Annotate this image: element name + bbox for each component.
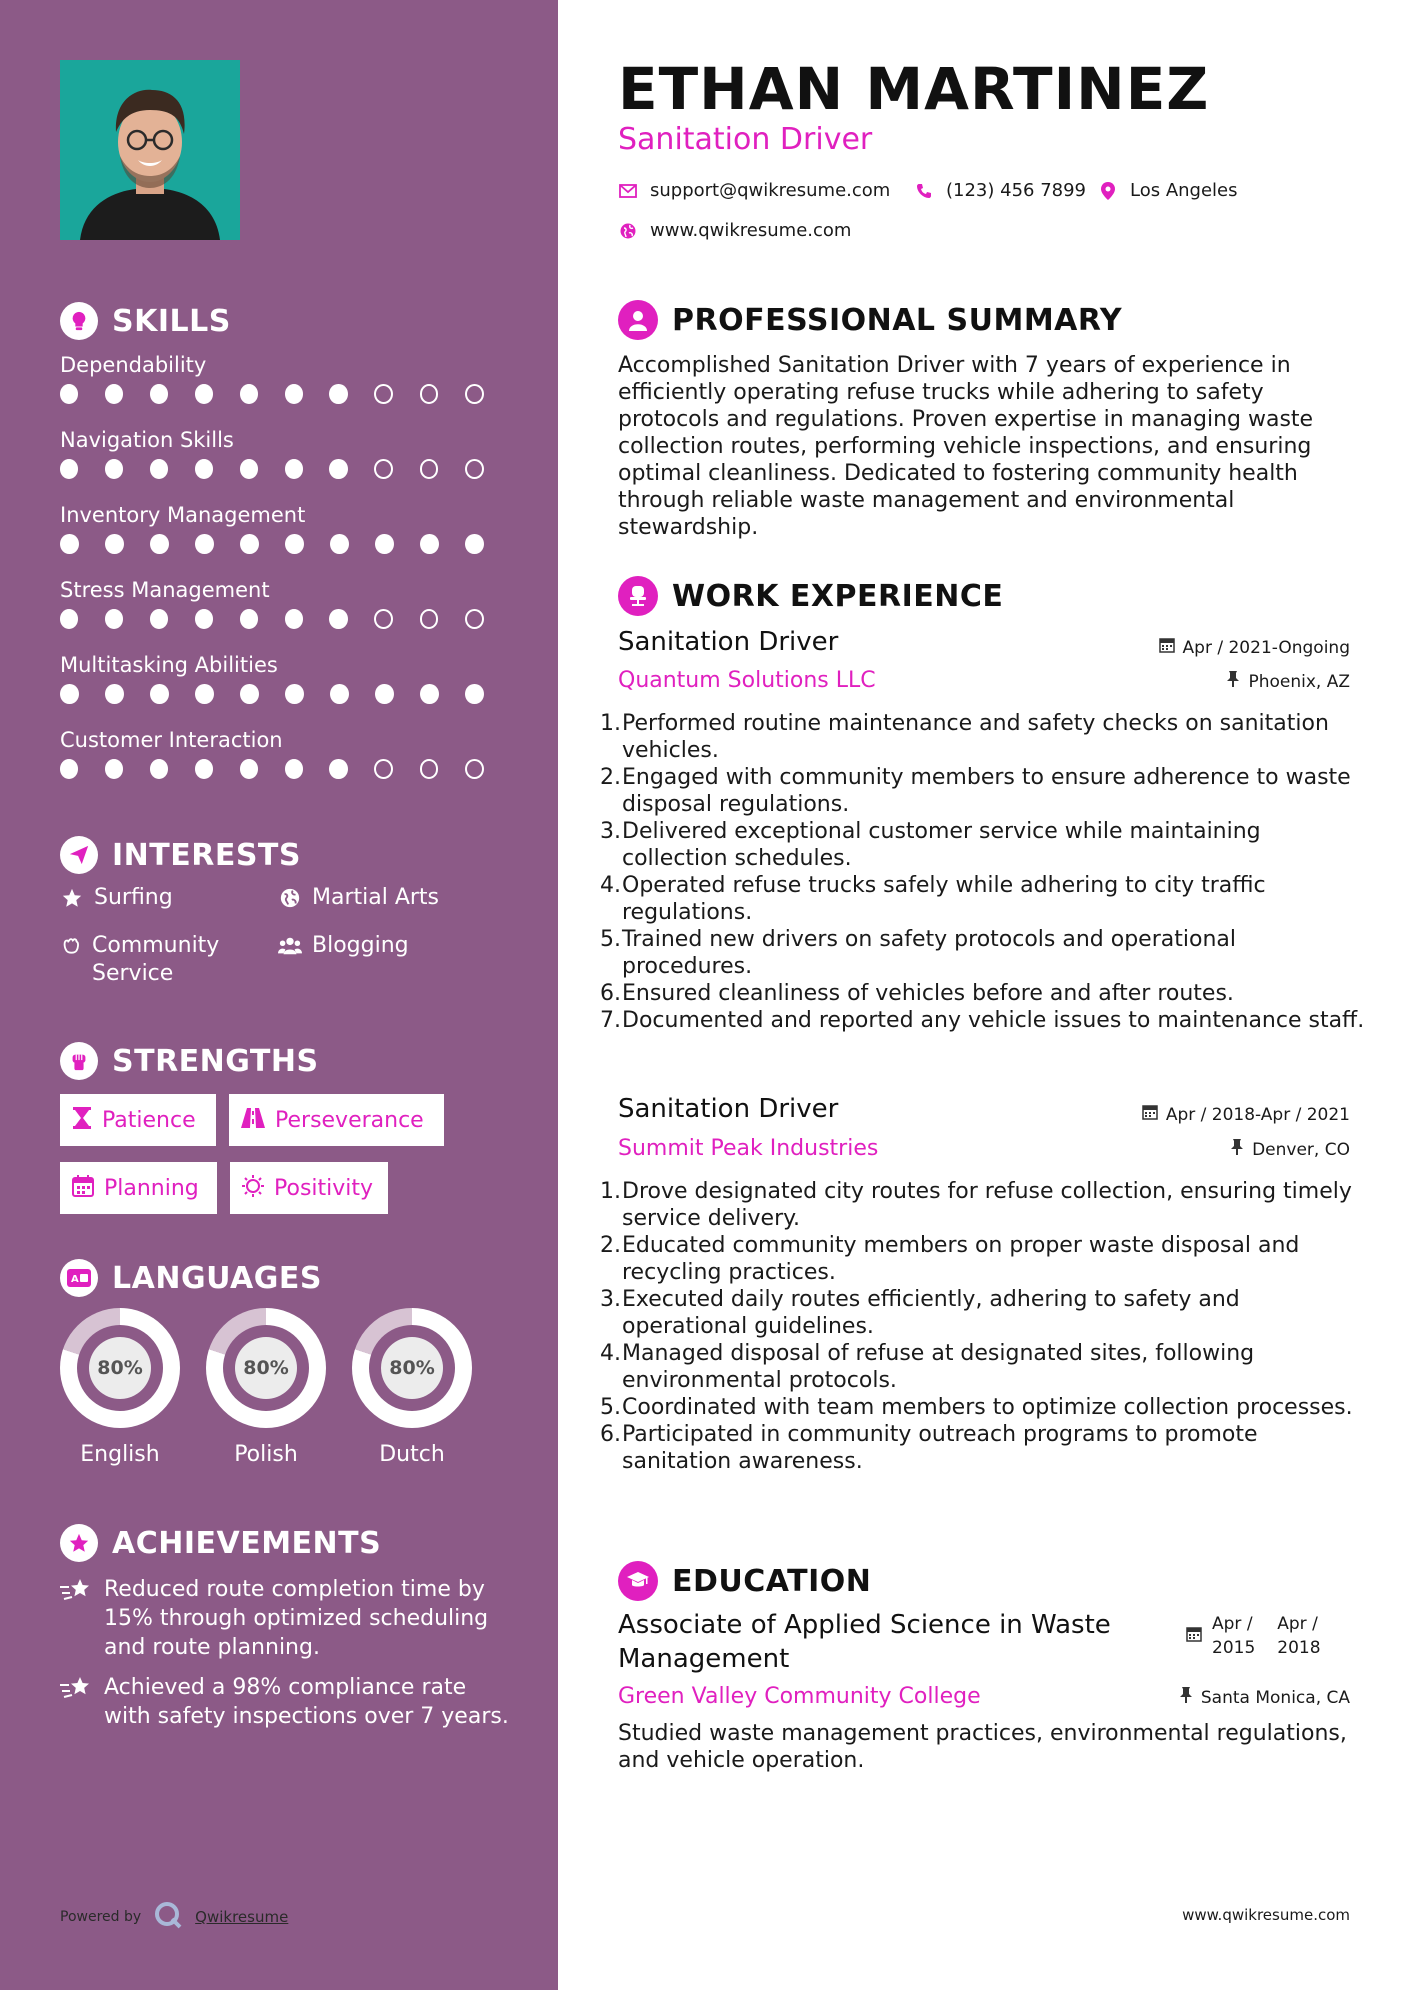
skill-dot-filled (465, 684, 484, 704)
skill-dot-filled (60, 609, 78, 629)
skill-dot-filled (195, 759, 213, 779)
job-bullet: 6. Participated in community outreach programs to promote sanitation awareness. (600, 1422, 1258, 1474)
contact-email[interactable]: support@qwikresume.com (618, 180, 890, 201)
skill-name: Customer Interaction (60, 728, 283, 752)
language-progress-ring (60, 1308, 180, 1428)
education-title: EDUCATION (672, 1563, 872, 1599)
skill-dot-filled (105, 384, 123, 404)
skill-dot-filled (150, 534, 169, 554)
sun-icon (242, 1175, 264, 1201)
achievement-item: Reduced route completion time by 15% through optimized scheduling and route planning. (60, 1575, 510, 1662)
skill-dot-filled (375, 534, 394, 554)
bullet-number: 1. (600, 1179, 621, 1204)
education-description: Studied waste management practices, environmental regulations, and vehicle operation. (618, 1721, 1347, 1773)
shooting-star-icon (60, 1575, 94, 1662)
skill-dot-filled (195, 609, 213, 629)
profile-photo (60, 60, 240, 240)
skill-rating (60, 459, 510, 479)
education-start-date: Apr / 2015 (1212, 1614, 1256, 1658)
summary-text: Accomplished Sanitation Driver with 7 years of experience in efficiently operating refuse trucks while adhering to safety protocols and regulations. Proven expertise in managing waste collection routes, performing vehicle inspections, and ensuring optimal cleanliness. Dedicated to fostering community health through reliable waste management and environmental stewardship. (618, 353, 1314, 540)
language-item (206, 1308, 326, 1467)
bullet-number: 5. (600, 1395, 621, 1420)
skill-dot-filled (240, 384, 258, 404)
job-bullet: 2. Educated community members on proper waste disposal and recycling practices. (600, 1233, 1300, 1285)
skill-dot-empty (420, 459, 439, 479)
skill-dot-filled (240, 534, 259, 554)
skill-dot-filled (465, 534, 484, 554)
qwikresume-link[interactable]: Qwikresume (195, 1908, 289, 1926)
experience-section-header (618, 576, 1003, 616)
degree-title: Associate of Applied Science in Waste Management (618, 1610, 1111, 1674)
job-bullet: 6. Ensured cleanliness of vehicles before and after routes. (600, 981, 1234, 1006)
fist-icon (60, 1042, 98, 1080)
skill-dot-filled (150, 609, 168, 629)
bullet-number: 3. (600, 819, 621, 844)
job-bullet: 7. Documented and reported any vehicle issues to maintenance staff. (600, 1008, 1365, 1033)
language-level: 80% (235, 1337, 297, 1399)
interest-item: Martial Arts (278, 884, 439, 912)
skill-name: Stress Management (60, 578, 270, 602)
skill-rating (60, 684, 510, 704)
road-icon (241, 1108, 265, 1132)
job-bullet: 4. Operated refuse trucks safely while adhering to city traffic regulations. (600, 873, 1266, 925)
skill-dot-empty (420, 384, 439, 404)
strengths-section-header (60, 1042, 319, 1080)
envelope-icon (618, 184, 638, 198)
strengths-title: STRENGTHS (112, 1043, 319, 1079)
skill-dot-empty (374, 609, 393, 629)
experience-title: WORK EXPERIENCE (672, 578, 1004, 614)
skill-dot-filled (240, 759, 258, 779)
language-item (60, 1308, 180, 1467)
sidebar (0, 0, 558, 1990)
bullet-number: 7. (600, 1008, 621, 1033)
bullet-number: 5. (600, 927, 621, 952)
language-name: English (80, 1442, 160, 1467)
language-progress-ring (206, 1308, 326, 1428)
footer-website-link[interactable]: www.qwikresume.com (1182, 1906, 1350, 1924)
pushpin-icon (1230, 1139, 1244, 1160)
skill-rating (60, 609, 510, 629)
bullet-number: 3. (600, 1287, 621, 1312)
job-bullet: 5. Trained new drivers on safety protocols and operational procedures. (600, 927, 1236, 979)
skill-dot-filled (60, 459, 78, 479)
office-chair-icon (618, 576, 658, 616)
education-end-date: Apr / 2018 (1277, 1614, 1321, 1658)
skill-dot-filled (105, 684, 124, 704)
job-title: Sanitation Driver (618, 1094, 839, 1124)
skill-dot-filled (285, 384, 303, 404)
skill-dot-filled (195, 384, 213, 404)
job-bullets (600, 1178, 1368, 1475)
language-name: Dutch (379, 1442, 445, 1467)
skill-dot-filled (240, 684, 259, 704)
skill-dot-filled (60, 684, 79, 704)
skill-dot-filled (150, 384, 168, 404)
job-bullet: 3. Executed daily routes efficiently, adhering to safety and operational guidelines. (600, 1287, 1240, 1339)
skill-item (60, 575, 510, 629)
interests-section-header (60, 836, 301, 874)
users-icon (278, 932, 302, 960)
graduation-cap-icon (618, 1561, 658, 1601)
svg-text:A: A (71, 1274, 79, 1285)
pushpin-icon (1226, 671, 1240, 692)
skill-dot-filled (285, 609, 303, 629)
skill-name: Dependability (60, 353, 207, 377)
calendar-icon (1159, 637, 1175, 658)
star-badge-icon (60, 1524, 98, 1562)
education-section-header (618, 1561, 871, 1601)
interest-item: Surfing (60, 884, 173, 912)
skill-rating (60, 759, 510, 779)
strength-tag: Perseverance (229, 1094, 444, 1146)
candidate-role: Sanitation Driver (618, 122, 873, 157)
job-bullet: 1. Drove designated city routes for refuse collection, ensuring timely service delivery. (600, 1179, 1352, 1231)
map-pin-icon (1098, 182, 1118, 200)
skill-dot-filled (105, 609, 123, 629)
skill-rating (60, 384, 510, 404)
skill-dot-filled (420, 534, 439, 554)
interests-title: INTERESTS (112, 837, 301, 873)
job-bullet: 2. Engaged with community members to ensure adherence to waste disposal regulations. (600, 765, 1351, 817)
skill-dot-filled (105, 759, 123, 779)
language-level: 80% (89, 1337, 151, 1399)
skill-item (60, 350, 510, 404)
skill-dot-empty (374, 384, 393, 404)
candidate-name: ETHAN MARTINEZ (618, 55, 1210, 123)
skill-dot-empty (465, 759, 484, 779)
language-progress-ring (352, 1308, 472, 1428)
skill-dot-filled (330, 684, 349, 704)
skill-dot-filled (60, 384, 78, 404)
job-dates: Apr / 2018-Apr / 2021 (1142, 1104, 1350, 1125)
shooting-star-icon (60, 1673, 94, 1731)
bullet-number: 2. (600, 765, 621, 790)
skill-item (60, 650, 510, 704)
skill-name: Multitasking Abilities (60, 653, 278, 677)
languages-section-header (60, 1259, 322, 1297)
strength-tag: Planning (60, 1162, 217, 1214)
skill-dot-filled (329, 609, 347, 629)
contact-location: Los Angeles (1098, 180, 1238, 201)
language-item (352, 1308, 472, 1467)
language-name: Polish (234, 1442, 298, 1467)
skill-dot-empty (374, 759, 393, 779)
globe-icon (278, 884, 302, 912)
interest-item: Community Service (60, 932, 250, 988)
skill-dot-filled (195, 459, 213, 479)
school-name: Green Valley Community College (618, 1684, 981, 1709)
bullet-number: 6. (600, 1422, 621, 1447)
skill-dot-filled (375, 684, 394, 704)
interest-item: Blogging (278, 932, 409, 960)
job-location: Phoenix, AZ (1226, 671, 1350, 692)
education-dates (1186, 1612, 1321, 1660)
job-location: Denver, CO (1230, 1139, 1350, 1160)
skill-dot-filled (105, 534, 124, 554)
skill-dot-filled (329, 384, 347, 404)
skill-dot-filled (195, 684, 214, 704)
contact-phone[interactable]: (123) 456 7899 (914, 180, 1086, 201)
skill-dot-filled (150, 759, 168, 779)
language-card-icon (60, 1259, 98, 1297)
skills-title: SKILLS (112, 303, 231, 339)
skill-dot-filled (285, 534, 304, 554)
strength-tag: Positivity (230, 1162, 388, 1214)
skill-name: Inventory Management (60, 503, 306, 527)
lightbulb-icon (60, 302, 98, 340)
skill-dot-empty (420, 609, 439, 629)
powered-by: Powered by Qwikresume (60, 1900, 288, 1934)
company-name: Quantum Solutions LLC (618, 668, 876, 693)
hand-icon (60, 932, 82, 960)
education-location: Santa Monica, CA (1179, 1687, 1350, 1708)
job-bullet: 1. Performed routine maintenance and safety checks on sanitation vehicles. (600, 711, 1329, 763)
skill-dot-filled (150, 684, 169, 704)
skills-section-header (60, 302, 231, 340)
star-icon (60, 884, 84, 912)
phone-icon (914, 183, 934, 199)
bullet-number: 6. (600, 981, 621, 1006)
bullet-number: 4. (600, 873, 621, 898)
bullet-number: 2. (600, 1233, 621, 1258)
calendar-icon (72, 1175, 94, 1201)
achievements-section-header (60, 1524, 381, 1562)
job-title: Sanitation Driver (618, 627, 839, 657)
hourglass-icon (72, 1107, 92, 1133)
job-bullet: 3. Delivered exceptional customer service while maintaining collection schedules. (600, 819, 1261, 871)
skill-dot-filled (60, 759, 78, 779)
contact-website[interactable]: www.qwikresume.com (618, 220, 851, 241)
bullet-number: 1. (600, 711, 621, 736)
skill-rating (60, 534, 510, 554)
globe-icon (618, 223, 638, 239)
calendar-icon (1142, 1104, 1158, 1125)
qwikresume-logo-icon (153, 1900, 183, 1934)
main-content (558, 0, 1407, 1990)
skill-dot-filled (285, 684, 304, 704)
job-bullets (600, 710, 1368, 1034)
skill-dot-filled (329, 759, 347, 779)
language-level: 80% (381, 1337, 443, 1399)
skill-dot-filled (420, 684, 439, 704)
skill-dot-filled (150, 459, 168, 479)
calendar-icon (1186, 1612, 1202, 1660)
strength-tag: Patience (60, 1094, 216, 1146)
summary-section-header (618, 300, 1122, 340)
paper-plane-icon (60, 836, 98, 874)
skill-item (60, 725, 510, 779)
company-name: Summit Peak Industries (618, 1136, 879, 1161)
skill-dot-empty (374, 459, 393, 479)
skill-dot-filled (285, 759, 303, 779)
skill-dot-filled (240, 609, 258, 629)
skill-dot-filled (195, 534, 214, 554)
skill-dot-empty (420, 759, 439, 779)
job-dates: Apr / 2021-Ongoing (1159, 637, 1350, 658)
achievement-item: Achieved a 98% compliance rate with safety inspections over 7 years. (60, 1673, 510, 1731)
skill-dot-empty (465, 384, 484, 404)
summary-title: PROFESSIONAL SUMMARY (672, 302, 1123, 338)
skill-dot-filled (105, 459, 123, 479)
skill-dot-filled (240, 459, 258, 479)
skill-item (60, 500, 510, 554)
skill-dot-empty (465, 609, 484, 629)
job-bullet: 5. Coordinated with team members to optimize collection processes. (600, 1395, 1353, 1420)
user-icon (618, 300, 658, 340)
skill-name: Navigation Skills (60, 428, 234, 452)
skill-dot-filled (285, 459, 303, 479)
skill-dot-filled (60, 534, 79, 554)
skill-dot-empty (465, 459, 484, 479)
skill-dot-filled (330, 534, 349, 554)
languages-title: LANGUAGES (112, 1260, 322, 1296)
skill-item (60, 425, 510, 479)
achievements-title: ACHIEVEMENTS (112, 1525, 382, 1561)
pushpin-icon (1179, 1687, 1193, 1708)
job-bullet: 4. Managed disposal of refuse at designated sites, following environmental protocols. (600, 1341, 1255, 1393)
skill-dot-filled (329, 459, 347, 479)
bullet-number: 4. (600, 1341, 621, 1366)
